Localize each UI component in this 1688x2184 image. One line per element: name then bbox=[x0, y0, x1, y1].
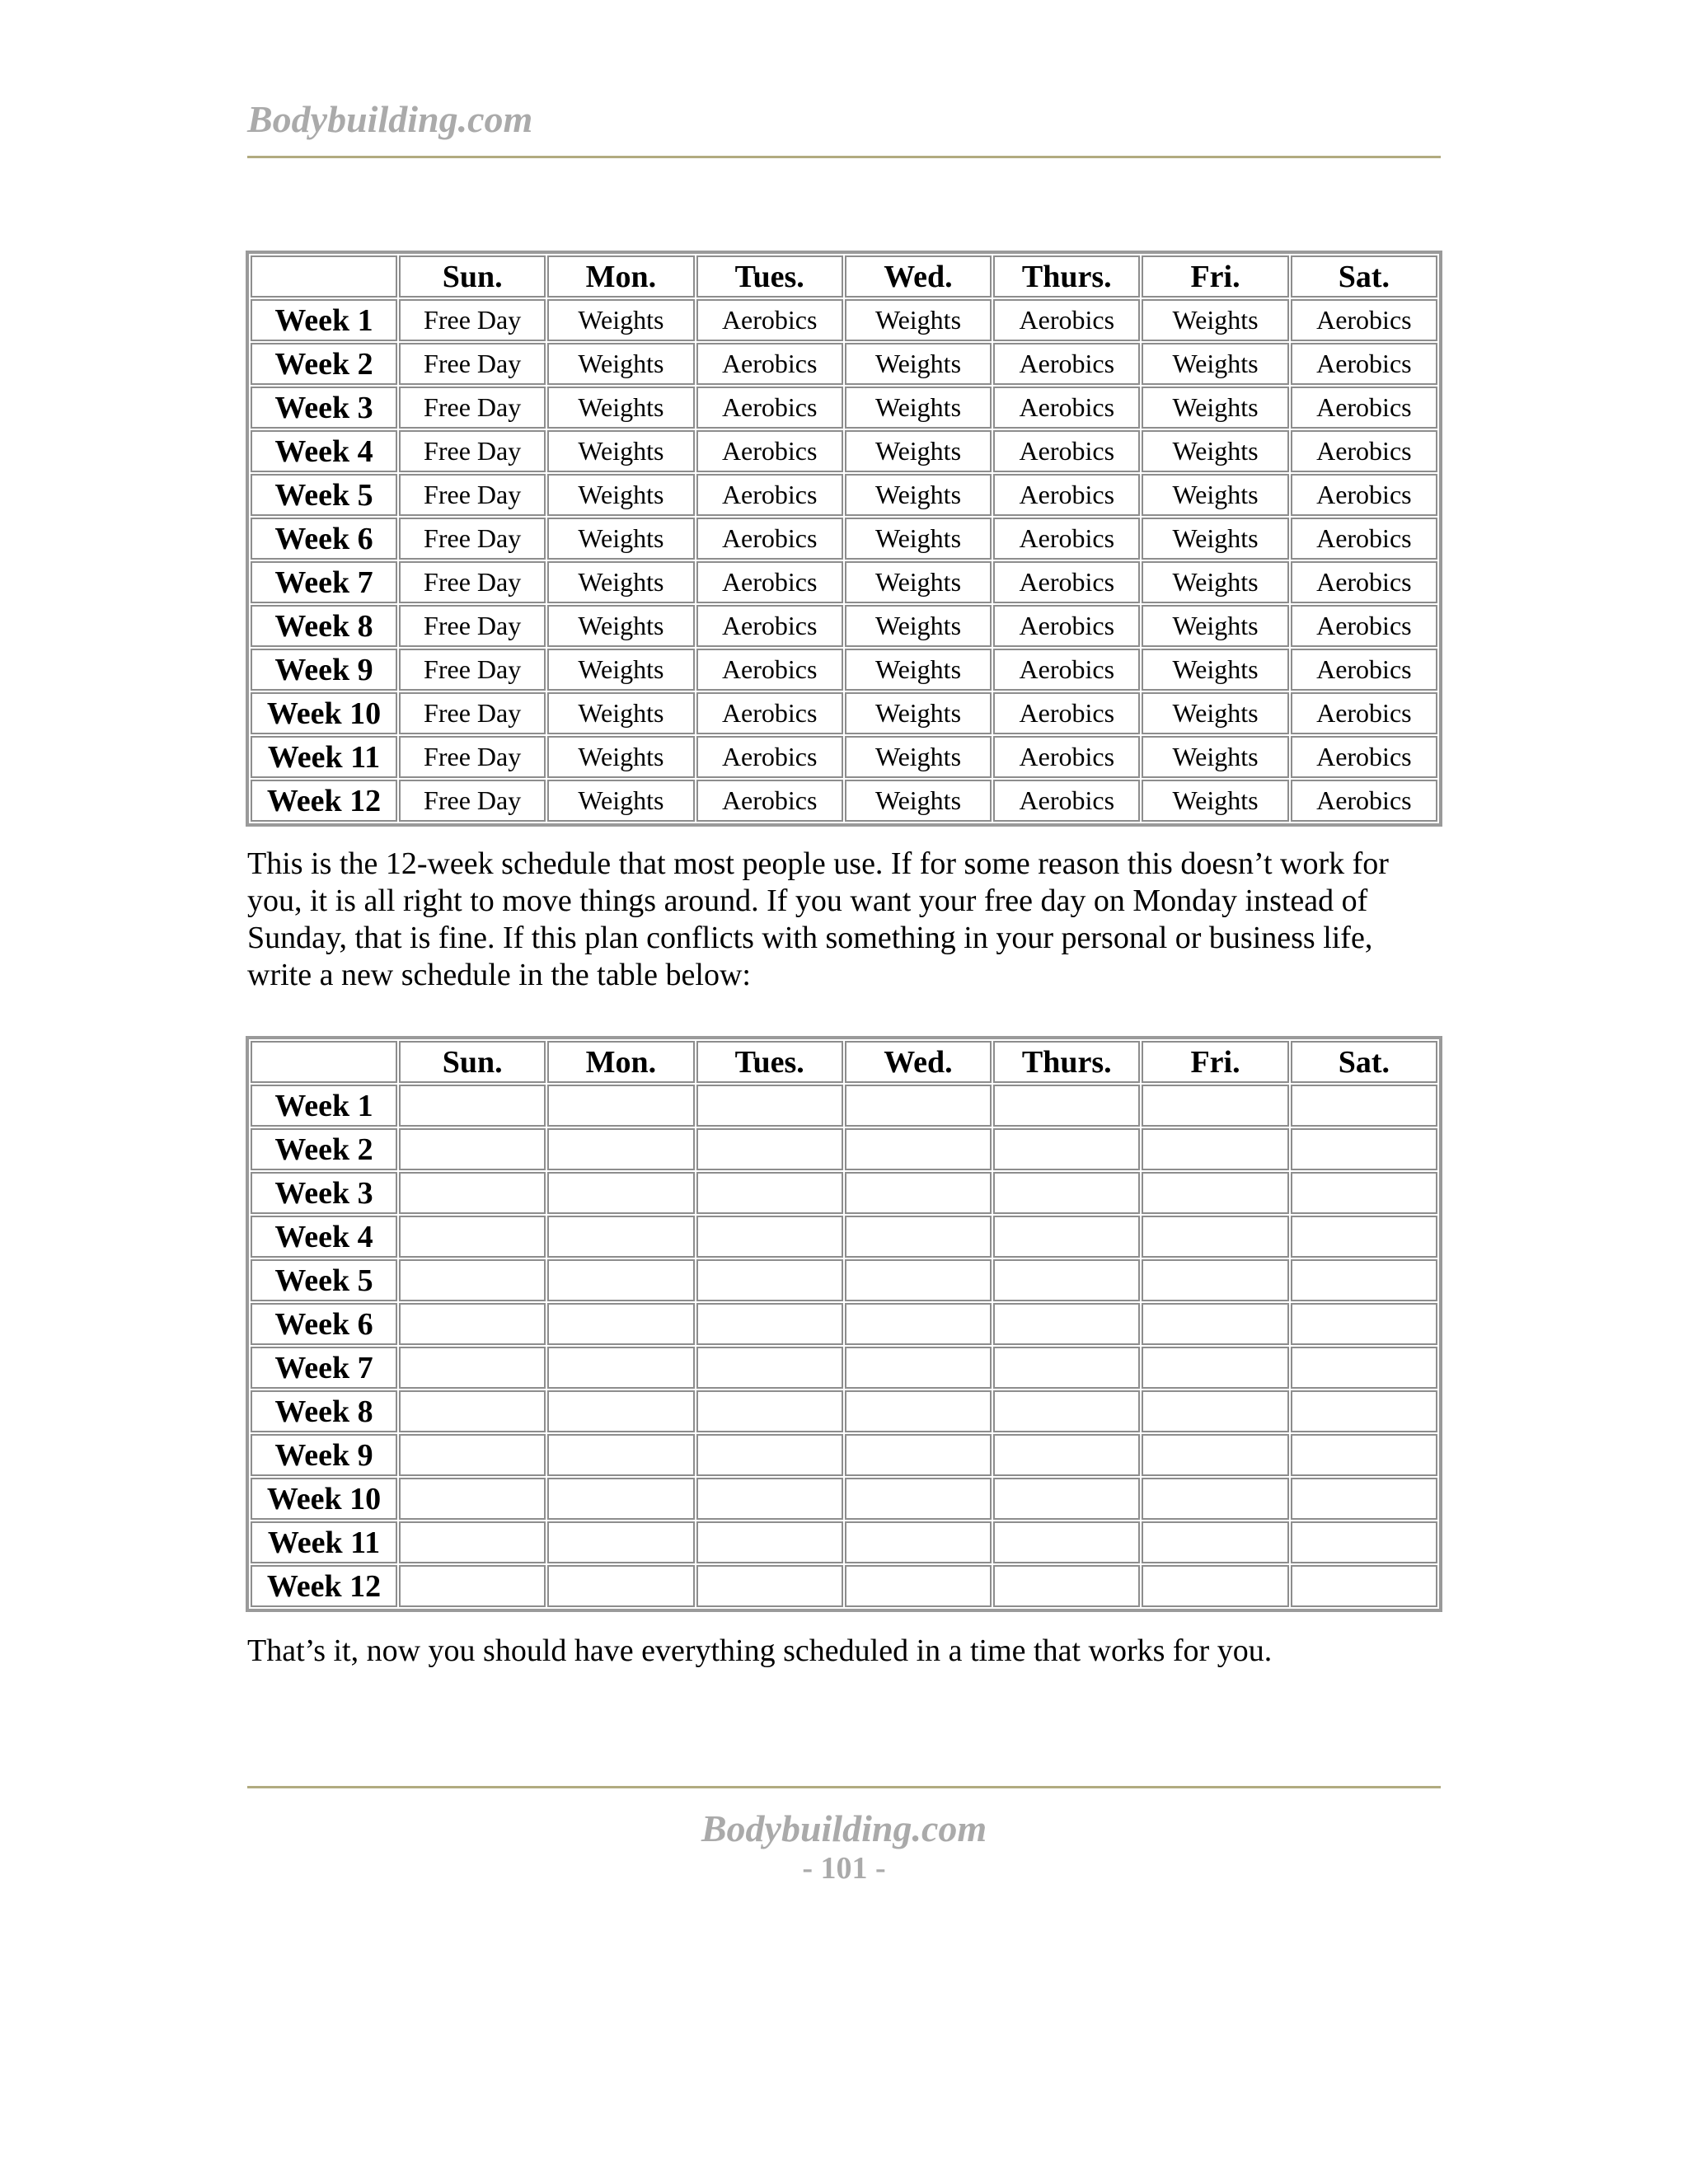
table-cell: Weights bbox=[1142, 692, 1288, 734]
table-cell: Weights bbox=[845, 474, 992, 516]
table-cell: Free Day bbox=[399, 605, 546, 647]
row-header: Week 10 bbox=[251, 1478, 397, 1520]
table-cell: Aerobics bbox=[1291, 299, 1437, 341]
blank-cell bbox=[845, 1434, 992, 1476]
blank-cell bbox=[993, 1478, 1140, 1520]
table-cell: Aerobics bbox=[993, 605, 1140, 647]
page-number: - 101 - bbox=[802, 1851, 886, 1886]
schedule-table bbox=[246, 251, 1442, 827]
blank-cell bbox=[696, 1390, 843, 1432]
table-row bbox=[251, 1521, 1437, 1563]
blank-schedule-table bbox=[246, 1036, 1442, 1612]
blank-cell bbox=[547, 1216, 694, 1258]
column-header: Wed. bbox=[845, 255, 992, 298]
table-cell: Weights bbox=[1142, 430, 1288, 472]
table-cell: Aerobics bbox=[1291, 605, 1437, 647]
blank-cell bbox=[1142, 1259, 1288, 1301]
blank-cell bbox=[845, 1259, 992, 1301]
blank-cell bbox=[845, 1085, 992, 1127]
blank-cell bbox=[696, 1085, 843, 1127]
table-row bbox=[251, 1085, 1437, 1127]
table-cell: Weights bbox=[1142, 299, 1288, 341]
blank-cell bbox=[993, 1216, 1140, 1258]
row-header: Week 9 bbox=[251, 1434, 397, 1476]
table-row bbox=[251, 736, 1437, 778]
blank-cell bbox=[993, 1259, 1140, 1301]
blank-cell bbox=[696, 1565, 843, 1607]
table-cell: Free Day bbox=[399, 518, 546, 560]
table-cell: Aerobics bbox=[696, 605, 843, 647]
blank-cell bbox=[1291, 1347, 1437, 1389]
blank-cell bbox=[696, 1216, 843, 1258]
table-row bbox=[251, 1172, 1437, 1214]
table-cell: Free Day bbox=[399, 343, 546, 385]
column-header: Sun. bbox=[399, 1041, 546, 1083]
blank-cell bbox=[993, 1128, 1140, 1170]
blank-cell bbox=[1142, 1434, 1288, 1476]
column-header: Sat. bbox=[1291, 255, 1437, 298]
blank-cell bbox=[845, 1390, 992, 1432]
table-cell: Aerobics bbox=[993, 518, 1140, 560]
blank-cell bbox=[1142, 1390, 1288, 1432]
row-header: Week 3 bbox=[251, 1172, 397, 1214]
header-rule bbox=[247, 156, 1441, 158]
table-cell: Aerobics bbox=[1291, 780, 1437, 822]
table-cell: Aerobics bbox=[696, 561, 843, 603]
table-row bbox=[251, 780, 1437, 822]
blank-cell bbox=[1142, 1565, 1288, 1607]
blank-cell bbox=[1291, 1565, 1437, 1607]
blank-cell bbox=[399, 1347, 546, 1389]
blank-cell bbox=[399, 1128, 546, 1170]
blank-cell bbox=[993, 1390, 1140, 1432]
table-row bbox=[251, 299, 1437, 341]
table-cell: Weights bbox=[547, 518, 694, 560]
blank-cell bbox=[1142, 1128, 1288, 1170]
blank-cell bbox=[1291, 1521, 1437, 1563]
table-cell: Aerobics bbox=[993, 299, 1140, 341]
blank-cell bbox=[696, 1347, 843, 1389]
blank-cell bbox=[1291, 1259, 1437, 1301]
row-header: Week 1 bbox=[251, 1085, 397, 1127]
row-header: Week 6 bbox=[251, 1303, 397, 1345]
table-cell: Free Day bbox=[399, 649, 546, 691]
blank-cell bbox=[399, 1434, 546, 1476]
table-cell: Weights bbox=[845, 518, 992, 560]
blank-cell bbox=[399, 1390, 546, 1432]
column-header: Sat. bbox=[1291, 1041, 1437, 1083]
row-header: Week 3 bbox=[251, 387, 397, 429]
row-header: Week 9 bbox=[251, 649, 397, 691]
table-cell: Aerobics bbox=[993, 649, 1140, 691]
table-row bbox=[251, 1347, 1437, 1389]
table-row bbox=[251, 1128, 1437, 1170]
table-cell: Free Day bbox=[399, 430, 546, 472]
blank-cell bbox=[696, 1521, 843, 1563]
row-header: Week 6 bbox=[251, 518, 397, 560]
table-cell: Weights bbox=[845, 649, 992, 691]
table-cell: Free Day bbox=[399, 387, 546, 429]
table-cell: Aerobics bbox=[993, 780, 1140, 822]
table-cell: Weights bbox=[1142, 343, 1288, 385]
table-row bbox=[251, 649, 1437, 691]
table-cell: Weights bbox=[845, 692, 992, 734]
footer-title: Bodybuilding.com bbox=[701, 1807, 987, 1849]
column-header: Mon. bbox=[547, 255, 694, 298]
blank-cell bbox=[399, 1521, 546, 1563]
row-header: Week 5 bbox=[251, 474, 397, 516]
table-cell: Aerobics bbox=[993, 387, 1140, 429]
intro-paragraph: This is the 12-week schedule that most people use. If for some reason this doesn’t work for you, it is all right to move things around. If you want your free day on Monday instead of Sunday, that is fine. If this plan conflicts with something in your personal or business life, write a new schedule in the table below: bbox=[247, 846, 1389, 992]
table-cell: Aerobics bbox=[696, 430, 843, 472]
table-cell: Aerobics bbox=[696, 518, 843, 560]
table-row bbox=[251, 1434, 1437, 1476]
table-cell: Aerobics bbox=[1291, 561, 1437, 603]
table-row bbox=[251, 692, 1437, 734]
row-header: Week 12 bbox=[251, 780, 397, 822]
row-header: Week 8 bbox=[251, 1390, 397, 1432]
table-cell: Aerobics bbox=[993, 430, 1140, 472]
column-header: Tues. bbox=[696, 1041, 843, 1083]
table-row bbox=[251, 1216, 1437, 1258]
corner-cell bbox=[251, 255, 397, 298]
row-header: Week 4 bbox=[251, 430, 397, 472]
header-title: Bodybuilding.com bbox=[247, 98, 533, 140]
footer-rule bbox=[247, 1786, 1441, 1788]
blank-cell bbox=[845, 1347, 992, 1389]
blank-cell bbox=[399, 1259, 546, 1301]
blank-cell bbox=[696, 1303, 843, 1345]
table-cell: Weights bbox=[1142, 780, 1288, 822]
row-header: Week 4 bbox=[251, 1216, 397, 1258]
row-header: Week 12 bbox=[251, 1565, 397, 1607]
table-cell: Aerobics bbox=[1291, 649, 1437, 691]
blank-cell bbox=[993, 1303, 1140, 1345]
table-cell: Aerobics bbox=[696, 692, 843, 734]
table-row bbox=[251, 518, 1437, 560]
blank-cell bbox=[1142, 1303, 1288, 1345]
table-cell: Weights bbox=[547, 561, 694, 603]
blank-cell bbox=[1291, 1390, 1437, 1432]
blank-cell bbox=[399, 1216, 546, 1258]
blank-cell bbox=[696, 1478, 843, 1520]
table-cell: Aerobics bbox=[1291, 736, 1437, 778]
blank-cell bbox=[547, 1434, 694, 1476]
blank-cell bbox=[845, 1478, 992, 1520]
blank-cell bbox=[547, 1172, 694, 1214]
table-cell: Weights bbox=[547, 780, 694, 822]
table-cell: Weights bbox=[547, 736, 694, 778]
blank-cell bbox=[1291, 1216, 1437, 1258]
table-cell: Weights bbox=[1142, 605, 1288, 647]
table-cell: Weights bbox=[845, 605, 992, 647]
blank-cell bbox=[993, 1347, 1140, 1389]
blank-cell bbox=[993, 1521, 1140, 1563]
row-header: Week 2 bbox=[251, 1128, 397, 1170]
row-header: Week 7 bbox=[251, 561, 397, 603]
blank-cell bbox=[1291, 1085, 1437, 1127]
table-cell: Aerobics bbox=[993, 736, 1140, 778]
table-cell: Aerobics bbox=[1291, 387, 1437, 429]
table-cell: Weights bbox=[1142, 561, 1288, 603]
row-header: Week 7 bbox=[251, 1347, 397, 1389]
blank-cell bbox=[547, 1565, 694, 1607]
column-header: Mon. bbox=[547, 1041, 694, 1083]
table-row bbox=[251, 387, 1437, 429]
table-cell: Weights bbox=[547, 474, 694, 516]
table-cell: Weights bbox=[547, 605, 694, 647]
blank-cell bbox=[845, 1565, 992, 1607]
column-header: Thurs. bbox=[993, 1041, 1140, 1083]
table-cell: Free Day bbox=[399, 561, 546, 603]
table-cell: Weights bbox=[845, 780, 992, 822]
table-cell: Weights bbox=[547, 430, 694, 472]
row-header: Week 5 bbox=[251, 1259, 397, 1301]
blank-cell bbox=[993, 1565, 1140, 1607]
table-row bbox=[251, 343, 1437, 385]
table-cell: Weights bbox=[845, 561, 992, 603]
table-cell: Aerobics bbox=[993, 474, 1140, 516]
table-cell: Weights bbox=[1142, 736, 1288, 778]
table-cell: Weights bbox=[845, 343, 992, 385]
blank-cell bbox=[696, 1128, 843, 1170]
blank-cell bbox=[1142, 1347, 1288, 1389]
blank-cell bbox=[547, 1128, 694, 1170]
table-cell: Weights bbox=[845, 430, 992, 472]
table-row bbox=[251, 561, 1437, 603]
blank-cell bbox=[399, 1478, 546, 1520]
table-cell: Weights bbox=[547, 692, 694, 734]
table-row bbox=[251, 1565, 1437, 1607]
row-header: Week 8 bbox=[251, 605, 397, 647]
table-cell: Weights bbox=[845, 299, 992, 341]
blank-cell bbox=[845, 1521, 992, 1563]
blank-cell bbox=[696, 1172, 843, 1214]
blank-cell bbox=[547, 1085, 694, 1127]
blank-cell bbox=[1291, 1478, 1437, 1520]
column-header: Thurs. bbox=[993, 255, 1140, 298]
header-row bbox=[251, 1041, 1437, 1083]
blank-cell bbox=[845, 1216, 992, 1258]
closing-paragraph: That’s it, now you should have everything scheduled in a time that works for you. bbox=[247, 1633, 1273, 1668]
blank-cell bbox=[696, 1259, 843, 1301]
table-cell: Free Day bbox=[399, 474, 546, 516]
table-cell: Weights bbox=[1142, 387, 1288, 429]
blank-cell bbox=[1291, 1172, 1437, 1214]
column-header: Sun. bbox=[399, 255, 546, 298]
row-header: Week 10 bbox=[251, 692, 397, 734]
blank-cell bbox=[845, 1128, 992, 1170]
table-row bbox=[251, 1259, 1437, 1301]
table-cell: Free Day bbox=[399, 736, 546, 778]
blank-cell bbox=[993, 1434, 1140, 1476]
table-cell: Free Day bbox=[399, 780, 546, 822]
blank-cell bbox=[547, 1259, 694, 1301]
row-header: Week 1 bbox=[251, 299, 397, 341]
blank-cell bbox=[399, 1172, 546, 1214]
column-header: Fri. bbox=[1142, 255, 1288, 298]
table-row bbox=[251, 430, 1437, 472]
table-cell: Free Day bbox=[399, 299, 546, 341]
column-header: Tues. bbox=[696, 255, 843, 298]
table-cell: Aerobics bbox=[1291, 474, 1437, 516]
table-cell: Aerobics bbox=[993, 561, 1140, 603]
table-cell: Weights bbox=[1142, 518, 1288, 560]
table-cell: Weights bbox=[845, 387, 992, 429]
table-cell: Aerobics bbox=[696, 299, 843, 341]
table-row bbox=[251, 474, 1437, 516]
table-cell: Aerobics bbox=[696, 649, 843, 691]
table-cell: Aerobics bbox=[696, 343, 843, 385]
table-cell: Aerobics bbox=[1291, 343, 1437, 385]
row-header: Week 2 bbox=[251, 343, 397, 385]
table-row bbox=[251, 605, 1437, 647]
table-cell: Aerobics bbox=[1291, 518, 1437, 560]
blank-cell bbox=[547, 1478, 694, 1520]
table-cell: Weights bbox=[547, 649, 694, 691]
table-cell: Aerobics bbox=[1291, 430, 1437, 472]
blank-cell bbox=[547, 1303, 694, 1345]
blank-cell bbox=[845, 1172, 992, 1214]
blank-cell bbox=[547, 1521, 694, 1563]
table-cell: Weights bbox=[547, 343, 694, 385]
table-row bbox=[251, 1390, 1437, 1432]
blank-cell bbox=[993, 1172, 1140, 1214]
table-cell: Weights bbox=[547, 299, 694, 341]
table-cell: Aerobics bbox=[696, 780, 843, 822]
table-cell: Aerobics bbox=[696, 387, 843, 429]
blank-cell bbox=[696, 1434, 843, 1476]
blank-cell bbox=[1142, 1172, 1288, 1214]
table-row bbox=[251, 1303, 1437, 1345]
blank-cell bbox=[547, 1390, 694, 1432]
table-cell: Free Day bbox=[399, 692, 546, 734]
blank-cell bbox=[845, 1303, 992, 1345]
blank-cell bbox=[1291, 1128, 1437, 1170]
blank-cell bbox=[399, 1303, 546, 1345]
table-cell: Weights bbox=[1142, 649, 1288, 691]
table-cell: Aerobics bbox=[696, 474, 843, 516]
table-cell: Aerobics bbox=[993, 692, 1140, 734]
table-cell: Aerobics bbox=[993, 343, 1140, 385]
header-row bbox=[251, 255, 1437, 298]
table-cell: Aerobics bbox=[1291, 692, 1437, 734]
column-header: Wed. bbox=[845, 1041, 992, 1083]
blank-cell bbox=[547, 1347, 694, 1389]
table-cell: Weights bbox=[547, 387, 694, 429]
corner-cell bbox=[251, 1041, 397, 1083]
blank-cell bbox=[399, 1565, 546, 1607]
row-header: Week 11 bbox=[251, 736, 397, 778]
blank-cell bbox=[1142, 1478, 1288, 1520]
table-cell: Weights bbox=[845, 736, 992, 778]
blank-cell bbox=[993, 1085, 1140, 1127]
column-header: Fri. bbox=[1142, 1041, 1288, 1083]
blank-cell bbox=[1142, 1085, 1288, 1127]
table-row bbox=[251, 1478, 1437, 1520]
blank-cell bbox=[1142, 1521, 1288, 1563]
table-cell: Weights bbox=[1142, 474, 1288, 516]
blank-cell bbox=[1291, 1434, 1437, 1476]
blank-cell bbox=[399, 1085, 546, 1127]
table-cell: Aerobics bbox=[696, 736, 843, 778]
blank-cell bbox=[1291, 1303, 1437, 1345]
blank-cell bbox=[1142, 1216, 1288, 1258]
row-header: Week 11 bbox=[251, 1521, 397, 1563]
